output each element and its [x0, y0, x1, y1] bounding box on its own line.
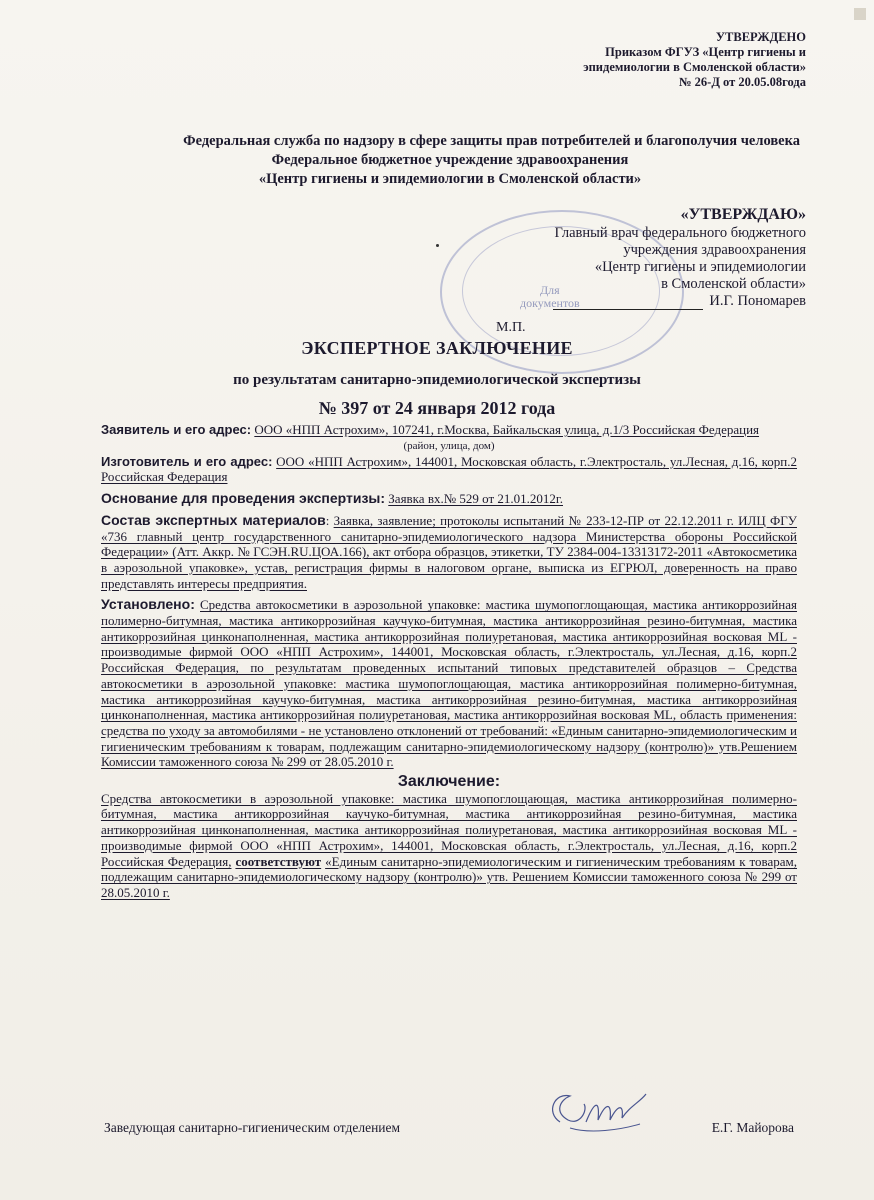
- basis-paragraph: [101, 491, 797, 507]
- conclusion-text-1: Средства автокосметики в аэрозольной упаковке: мастика шумопоглощающая, мастика антикоррозийная полимерно-битумная, мастика антикоррозийная каучуко-битумная, мастика антикоррозийная резино-битумная, мастика антикоррозийная цинконаполненная, мастика антикоррозийная полиуретановая, мастика антикоррозийная восковая ML - производимые фирмой ООО «НПП Астрохим», 144001, Московская область, г.Электросталь, ул.Лесная, д.16, корп.2 Российская Федерация,: [101, 790, 797, 869]
- seal-place-label: М.П.: [496, 320, 526, 335]
- approval-line-4: в Смоленской области»: [661, 276, 806, 292]
- approval-line-1: Главный врач федерального бюджетного: [554, 225, 806, 241]
- basis-value: Заявка вх.№ 529 от 21.01.2012г.: [388, 491, 563, 507]
- document-title: ЭКСПЕРТНОЕ ЗАКЛЮЧЕНИЕ: [301, 338, 573, 358]
- approved-line-4: № 26-Д от 20.05.08года: [678, 75, 806, 89]
- document-subtitle: по результатам санитарно-эпидемиологической экспертизы: [233, 372, 641, 388]
- applicant-paragraph: [101, 422, 797, 438]
- materials-label: Состав экспертных материалов: [101, 511, 326, 528]
- approval-signer: И.Г. Пономарев: [709, 293, 806, 309]
- approval-line-2: учреждения здравоохранения: [623, 242, 806, 258]
- handwritten-signature: [540, 1082, 650, 1142]
- approval-heading: «УТВЕРЖДАЮ»: [680, 206, 806, 223]
- document-number: № 397 от 24 января 2012 года: [318, 398, 556, 418]
- ink-dot: [436, 244, 439, 247]
- page-corner-mark: [854, 8, 866, 20]
- materials-value: Заявка, заявление; протоколы испытаний № 233-12-ПР от 22.12.2011 г. ИЛЦ ФГУ «736 главный центр государственного санитарно-эпидемиологического надзора Министерства обороны Российской Федерации» (Атт. Аккр. № ГСЭН.RU.ЦОА.166), акт отбора образцов, этикетки, ТУ 2384-004-13313172-2011 «Автокосметика в аэрозольной упаковке», устав, регистрация фирмы в налоговом органе, выписка из ЕГРЮЛ, доверенность на право представлять интересы предприятия.: [101, 512, 797, 591]
- stamp-text-line-2: документов: [520, 296, 580, 310]
- conclusion-paragraph: [101, 791, 797, 901]
- org-line-1: Федеральная служба по надзору в сфере защиты прав потребителей и благополучия человека: [183, 133, 800, 149]
- org-line-2: Федеральное бюджетное учреждение здравоохранения: [271, 152, 629, 168]
- basis-label: Основание для проведения экспертизы:: [101, 490, 386, 507]
- established-paragraph: [101, 597, 797, 770]
- approved-header: [546, 30, 806, 90]
- applicant-value: ООО «НПП Астрохим», 107241, г.Москва, Байкальская улица, д.1/3 Российская Федерация: [254, 422, 760, 437]
- approved-line-2: Приказом ФГУЗ «Центр гигиены и: [605, 45, 806, 59]
- manufacturer-paragraph: [101, 454, 797, 485]
- approved-line-1: УТВЕРЖДЕНО: [715, 30, 806, 44]
- materials-paragraph: Состав экспертных материалов: Заявка, заявление; протоколы испытаний № 233-12-ПР от 22.12.2011 г. ИЛЦ ФГУ «736 главный центр государственного санитарно-эпидемиологического надзора Министерства обороны Российской Федерации» (Атт. Аккр. № ГСЭН.RU.ЦОА.166), акт отбора образцов, этикетки, ТУ 2384-004-13313172-2011 «Автокосметика в аэрозольной упаковке», устав, регистрация фирмы в налоговом органе, выписка из ЕГРЮЛ, доверенность на право представлять интересы предприятия.: [101, 511, 797, 591]
- applicant-label: Заявитель и его адрес:: [101, 422, 252, 437]
- approval-line-3: «Центр гигиены и эпидемиологии: [594, 259, 806, 275]
- document-body: [101, 422, 797, 901]
- applicant-note: (район, улица, дом): [403, 439, 495, 452]
- established-value: Средства автокосметики в аэрозольной упаковке: мастика шумопоглощающая, мастика антикоррозийная полимерно-битумная, мастика антикоррозийная каучуко-битумная, мастика антикоррозийная резино-битумная, мастика антикоррозийная цинконаполненная, мастика антикоррозийная полиуретановая, мастика антикоррозийная восковая ML - производимые фирмой ООО «НПП Астрохим», 144001, Московская область, г.Электросталь, ул.Лесная, д.16, корп.2 Российская Федерация, по результатам проведенных испытаний типовых представителей образцов – Средства автокосметики в аэрозольной упаковке: мастика шумопоглощающая, мастика антикоррозийная полимерно-битумная, мастика антикоррозийная каучуко-битумная, мастика антикоррозийная резино-битумная, мастика антикоррозийная цинконаполненная, мастика антикоррозийная полиуретановая, мастика антикоррозийная восковая ML, область применения: средства по уходу за автомобилями - не установлено отклонений от требований: «Единым санитарно-эпидемиологическим и гигиеническим требованиям к товарам, подлежащим санитарно-эпидемиологическому надзору (контролю)» утв.Решением Комиссии таможенного союза № 299 от 28.05.2010 г.: [101, 597, 798, 770]
- signature-line: [553, 295, 703, 310]
- manufacturer-value: ООО «НПП Астрохим», 144001, Московская область, г.Электросталь, ул.Лесная, д.16, корп.2 Российская Федерация: [101, 453, 798, 485]
- signer-name: Е.Г. Майорова: [711, 1120, 794, 1135]
- org-line-3: «Центр гигиены и эпидемиологии в Смоленской области»: [258, 171, 642, 187]
- stamp-text-line-1: Для: [540, 283, 560, 297]
- conclusion-verdict: соответствуют: [235, 853, 322, 869]
- established-label: Установлено:: [101, 596, 195, 613]
- approved-line-3: эпидемиологии в Смоленской области»: [583, 60, 806, 74]
- organization-header: [100, 132, 800, 189]
- approval-signature-row: [506, 293, 806, 310]
- manufacturer-label: Изготовитель и его адрес:: [101, 453, 273, 469]
- signer-position: Заведующая санитарно-гигиеническим отделением: [104, 1120, 401, 1135]
- conclusion-text-2: «Единым санитарно-эпидемиологическим и гигиеническим требованиям к товарам, подлежащим санитарно-эпидемиологическому надзору (контролю)» утв. Решением Комиссии таможенного союза № 299 от 28.05.2010 г.: [101, 853, 798, 900]
- approval-block: [506, 206, 806, 310]
- conclusion-heading: Заключение:: [397, 773, 501, 791]
